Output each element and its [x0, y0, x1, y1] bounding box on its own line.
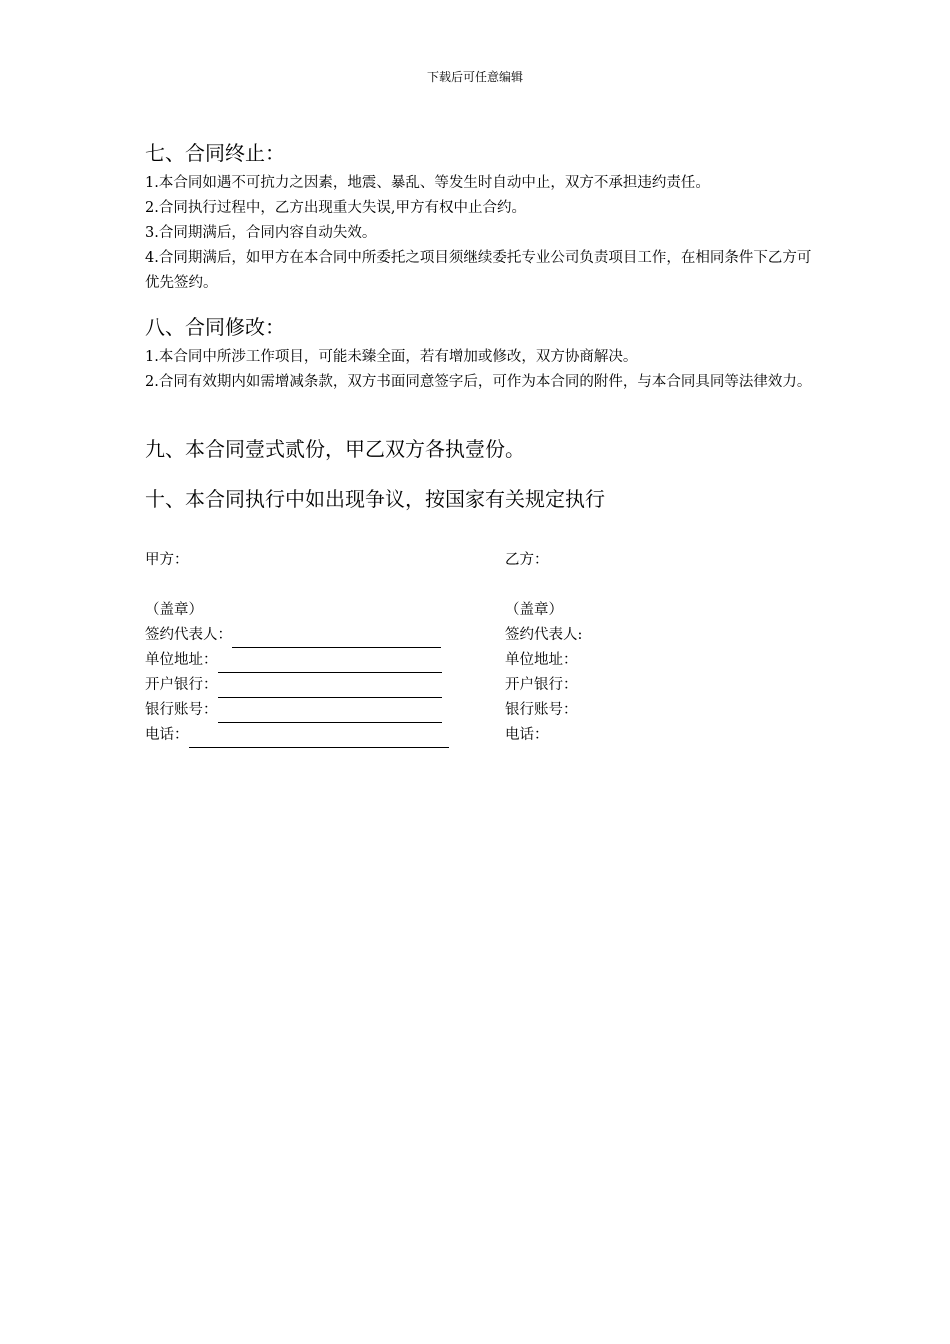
party-b-bank-label: 开户银行：	[505, 677, 578, 693]
section-title: 十、本合同执行中如出现争议，按国家有关规定执行	[145, 487, 605, 511]
clause-item: 2.合同执行过程中，乙方出现重大失误,甲方有权中止合约。	[145, 200, 526, 216]
section-copies	[145, 434, 815, 464]
section-title: 九、本合同壹式贰份，甲乙双方各执壹份。	[145, 437, 525, 461]
party-a-rep-line[interactable]	[232, 629, 441, 648]
party-a-title: 甲方：	[145, 552, 189, 568]
party-b-block	[505, 548, 805, 748]
party-a-account-line[interactable]	[218, 704, 442, 723]
party-a-seal: （盖章）	[145, 602, 203, 618]
clause-item: 4.合同期满后，如甲方在本合同中所委托之项目须继续委托专业公司负责项目工作，在相同条件下乙方可优先签约。	[145, 250, 812, 291]
party-a-rep-label: 签约代表人：	[145, 627, 232, 643]
party-a-phone-label: 电话：	[145, 727, 189, 743]
party-a-block	[145, 548, 465, 748]
section-title: 八、合同修改：	[145, 315, 285, 339]
party-b-title: 乙方：	[505, 552, 549, 568]
party-b-account-label: 银行账号：	[505, 702, 578, 718]
section-title: 七、合同终止：	[145, 141, 285, 165]
party-b-rep-label: 签约代表人:	[505, 627, 583, 643]
clause-item: 1.本合同如遇不可抗力之因素，地震、暴乱、等发生时自动中止，双方不承担违约责任。	[145, 175, 710, 191]
party-a-bank-label: 开户银行：	[145, 677, 218, 693]
section-modification	[145, 312, 815, 395]
party-b-address-label: 单位地址：	[505, 652, 578, 668]
clause-item: 2.合同有效期内如需增减条款，双方书面同意签字后，可作为本合同的附件，与本合同具同等法律效力。	[145, 374, 812, 390]
party-a-account-label: 银行账号：	[145, 702, 218, 718]
party-a-address-label: 单位地址：	[145, 652, 218, 668]
party-a-address-line[interactable]	[218, 654, 442, 673]
clause-item: 1.本合同中所涉工作项目，可能未臻全面，若有增加或修改，双方协商解决。	[145, 349, 638, 365]
section-dispute	[145, 484, 815, 514]
party-b-seal: （盖章）	[505, 602, 563, 618]
party-a-bank-line[interactable]	[218, 679, 442, 698]
party-a-phone-line[interactable]	[189, 729, 449, 748]
page-header: 下载后可任意编辑	[426, 70, 523, 84]
clause-item: 3.合同期满后，合同内容自动失效。	[145, 225, 377, 241]
section-termination	[145, 138, 815, 296]
party-b-phone-label: 电话：	[505, 727, 549, 743]
